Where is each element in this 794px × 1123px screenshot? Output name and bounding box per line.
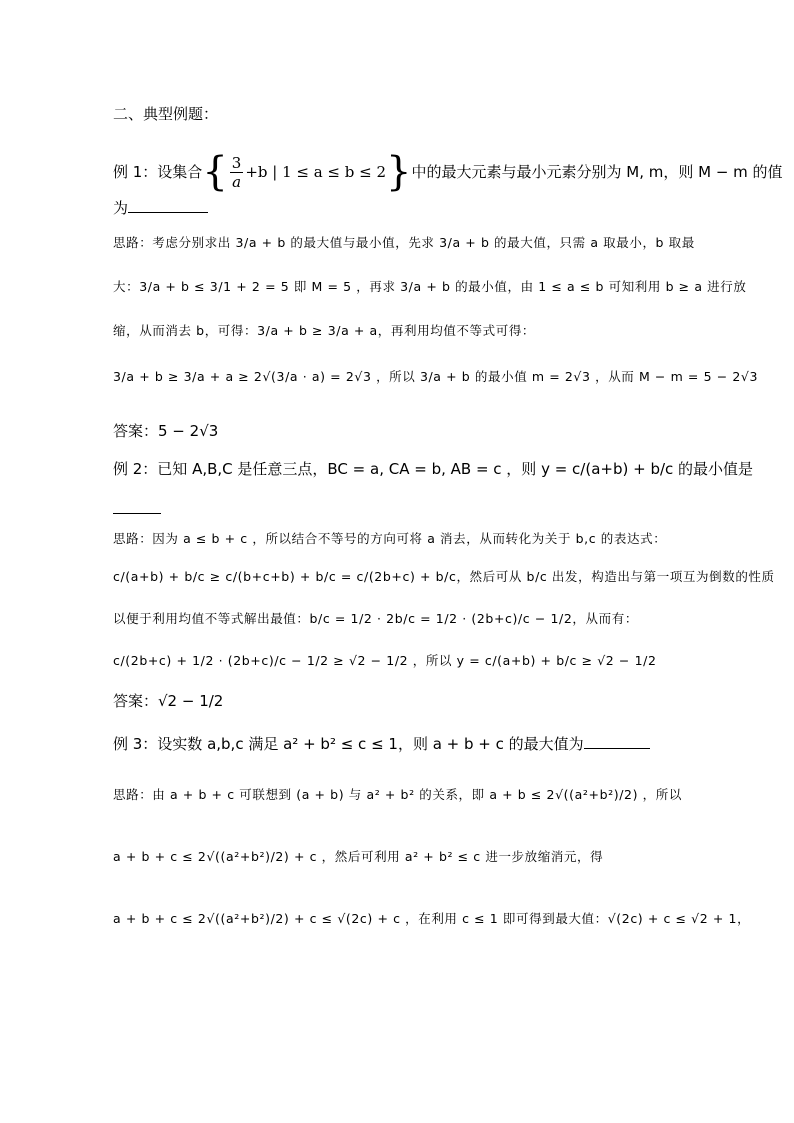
answer-blank[interactable] [128,198,208,213]
answer-blank[interactable] [113,499,161,514]
example-1-suffix: 中的最大元素与最小元素分别为 M, m，则 M − m 的值 [411,163,783,181]
example-1-label: 例 1：设集合 [113,163,203,181]
example-3-question: 例 3：设实数 a,b,c 满足 a² + b² ≤ c ≤ 1，则 a + b + c 的最大值为 [113,733,684,755]
section-title: 二、典型例题： [113,105,219,123]
example-2-blank-line [113,498,684,520]
example-1-thinking-1: 思路：考虑分别求出 3/a + b 的最大值与最小值，先求 3/a + b 的最大值，只需 a 取最小，b 取最 [113,235,695,250]
example-2-thinking-2: c/(a+b) + b/c ≥ c/(b+c+b) + b/c = c/(2b+c) + b/c，然后可从 b/c 出发，构造出与第一项互为倒数的性质 [113,569,775,584]
example-2-answer: 答案：√2 − 1/2 [113,692,224,710]
example-3-thinking-3: a + b + c ≤ 2√((a²+b²)/2) + c ≤ √(2c) + c ，在利用 c ≤ 1 即可得到最大值：√(2c) + c ≤ √2 + 1， [113,911,751,926]
example-3-thinking-1: 思路：由 a + b + c 可联想到 (a + b) 与 a² + b² 的关系，即 a + b ≤ 2√((a²+b²)/2) ，所以 [113,787,682,802]
example-1-thinking-2: 大：3/a + b ≤ 3/1 + 2 = 5 即 M = 5 ，再求 3/a + b 的最小值，由 1 ≤ a ≤ b 可知利用 b ≥ a 进行放 [113,279,747,294]
example-2-thinking-1: 思路：因为 a ≤ b + c ，所以结合不等号的方向可将 a 消去，从而转化为关于 b,c 的表达式： [113,531,667,546]
answer-blank[interactable] [584,734,650,749]
example-1-thinking-3: 缩，从而消去 b，可得：3/a + b ≥ 3/a + a，再利用均值不等式可得： [113,323,536,338]
example-1-line2: 为 [113,197,684,219]
example-1-answer: 答案：5 − 2√3 [113,422,219,440]
example-1-set: +b | 1 ≤ a ≤ b ≤ 2 [245,163,387,181]
example-3-thinking-2: a + b + c ≤ 2√((a²+b²)/2) + c ，然后可利用 a² + b² ≤ c 进一步放缩消元，得 [113,849,604,864]
example-2-thinking-3: 以便于利用均值不等式解出最值：b/c = 1/2 · 2b/c = 1/2 · (2b+c)/c − 1/2，从而有： [113,611,638,626]
example-1-thinking-4: 3/a + b ≥ 3/a + a ≥ 2√(3/a · a) = 2√3 ，所以 3/a + b 的最小值 m = 2√3 ，从而 M − m = 5 − 2√3 [113,369,759,384]
example-1-question: 例 1：设集合 { $\frac{3}{a}$ +b | 1 ≤ a ≤ b ≤ 2 } 中的最大元素与最小元素分别为 M, m，则 M − m 的值 [113,149,783,195]
example-2-thinking-4: c/(2b+c) + 1/2 · (2b+c)/c − 1/2 ≥ √2 − 1/2 ，所以 y = c/(a+b) + b/c ≥ √2 − 1/2 [113,653,657,668]
example-2-question: 例 2：已知 A,B,C 是任意三点，BC = a, CA = b, AB = c ，则 y = c/(a+b) + b/c 的最小值是 [113,460,754,478]
